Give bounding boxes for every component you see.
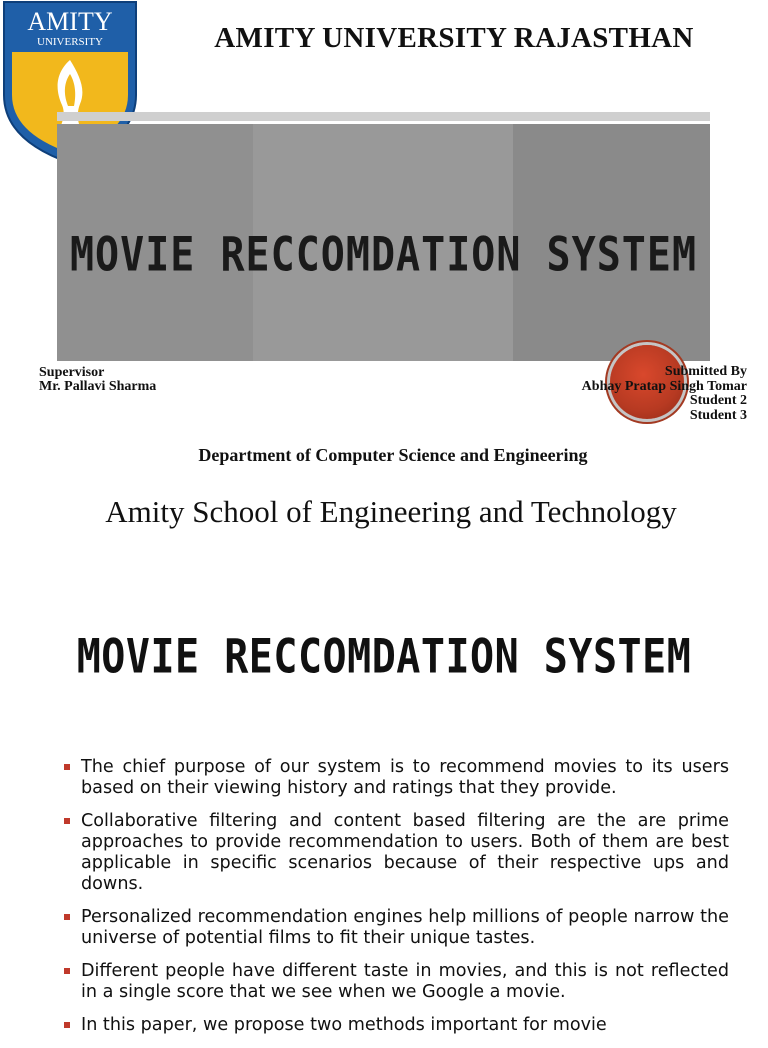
logo-text-bottom: UNIVERSITY [37, 36, 103, 48]
bullet-icon [64, 764, 70, 770]
project-title: MOVIE RECCOMDATION SYSTEM [69, 227, 698, 283]
submitted-by-block [582, 365, 747, 423]
slide2-title: MOVIE RECCOMDATION SYSTEM [76, 629, 692, 685]
student-2: Student 2 [689, 393, 747, 408]
bullet-icon [64, 968, 70, 974]
university-title: AMITY UNIVERSITY RAJASTHAN [214, 22, 694, 54]
bullet-text: Collaborative filtering and content based filtering are the are prime approaches to provide recommendation to users. Both of them are best applicable in specific scenarios because of their respective ups and downs. [81, 811, 729, 894]
submitted-by-label: Submitted By [664, 364, 747, 379]
student-1: Abhay Pratap Singh Tomar [581, 378, 747, 394]
list-item [64, 907, 729, 949]
supervisor-label: Supervisor [39, 365, 105, 380]
supervisor-name: Mr. Pallavi Sharma [39, 379, 157, 394]
student-3: Student 3 [689, 407, 747, 423]
list-item [64, 961, 729, 1003]
department-name: Department of Computer Science and Engineering [198, 445, 588, 465]
hero-top-strip [57, 112, 710, 121]
list-item [64, 757, 729, 799]
bullet-list [64, 757, 729, 1048]
bullet-text: Personalized recommendation engines help millions of people narrow the universe of potential films to fit their unique tastes. [81, 907, 729, 948]
school-name: Amity School of Engineering and Technology [105, 494, 677, 529]
list-item [64, 811, 729, 895]
bullet-icon [64, 1022, 70, 1028]
bullet-text: The chief purpose of our system is to recommend movies to its users based on their viewing history and ratings that they provide. [81, 757, 729, 798]
bullet-text: Different people have different taste in movies, and this is not reflected in a single score that we see when we Google a movie. [81, 961, 729, 1002]
bullet-text: In this paper, we propose two methods important for movie [81, 1015, 607, 1035]
list-item [64, 1015, 729, 1036]
bullet-icon [64, 914, 70, 920]
hero-banner [57, 124, 710, 361]
bullet-icon [64, 818, 70, 824]
logo-text-top: AMITY [27, 7, 113, 36]
